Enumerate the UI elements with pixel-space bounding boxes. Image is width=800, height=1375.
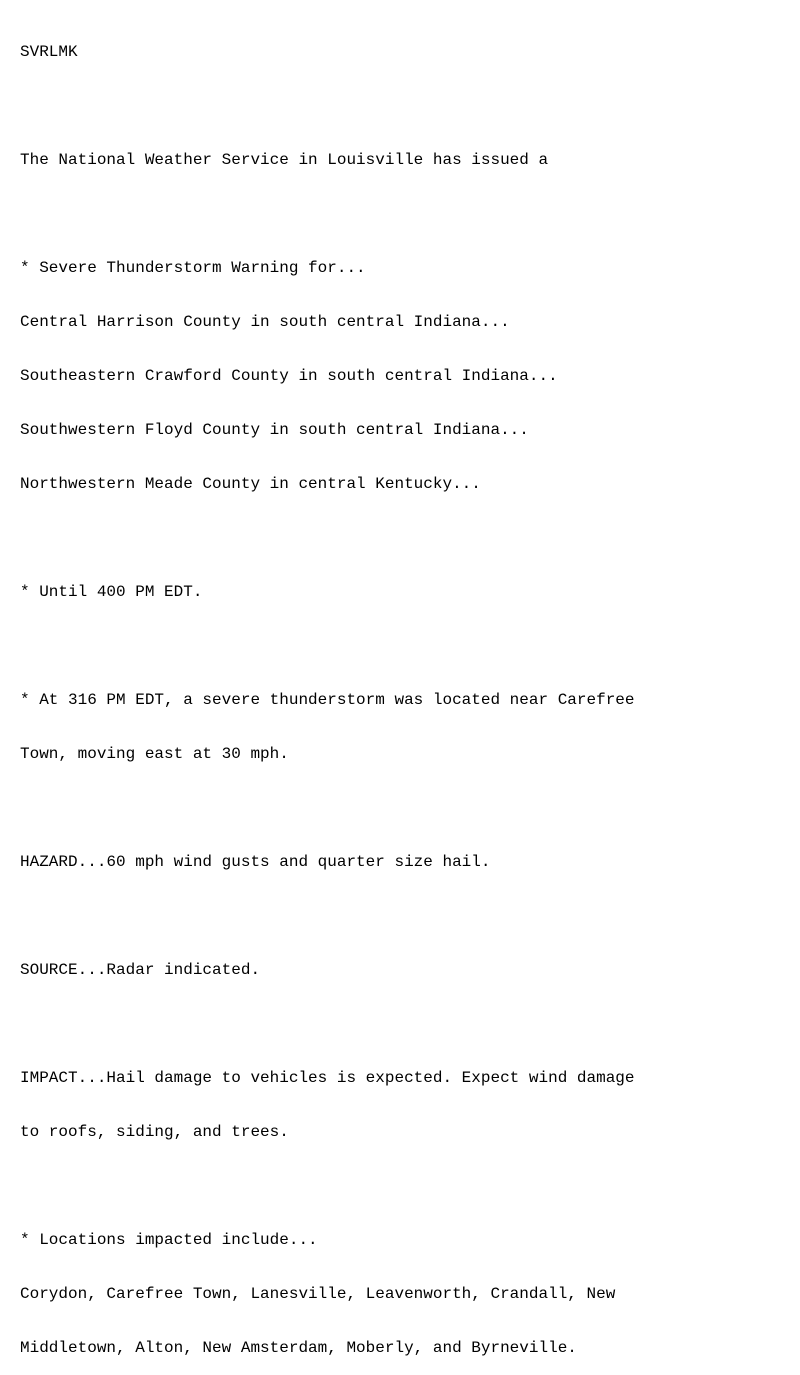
blank-line bbox=[20, 907, 635, 925]
locations-header: * Locations impacted include... bbox=[20, 1231, 318, 1249]
blank-line bbox=[20, 529, 635, 547]
storm-location-line: Town, moving east at 30 mph. bbox=[20, 745, 289, 763]
locations-line: Corydon, Carefree Town, Lanesville, Leavenworth, Crandall, New bbox=[20, 1285, 616, 1303]
blank-line bbox=[20, 799, 635, 817]
area-line: Central Harrison County in south central Indiana... bbox=[20, 313, 510, 331]
product-id: SVRLMK bbox=[20, 43, 78, 61]
blank-line bbox=[20, 97, 635, 115]
hazard-line: HAZARD...60 mph wind gusts and quarter size hail. bbox=[20, 853, 491, 871]
intro-text: The National Weather Service in Louisville has issued a bbox=[20, 151, 549, 169]
blank-line bbox=[20, 637, 635, 655]
area-line: Southwestern Floyd County in south central Indiana... bbox=[20, 421, 529, 439]
storm-location-line: * At 316 PM EDT, a severe thunderstorm was located near Carefree bbox=[20, 691, 635, 709]
impact-line: IMPACT...Hail damage to vehicles is expected. Expect wind damage bbox=[20, 1069, 635, 1087]
locations-line: Middletown, Alton, New Amsterdam, Moberly, and Byrneville. bbox=[20, 1339, 577, 1357]
warning-header: * Severe Thunderstorm Warning for... bbox=[20, 259, 366, 277]
area-line: Southeastern Crawford County in south central Indiana... bbox=[20, 367, 558, 385]
blank-line bbox=[20, 1177, 635, 1195]
area-line: Northwestern Meade County in central Kentucky... bbox=[20, 475, 481, 493]
impact-line: to roofs, siding, and trees. bbox=[20, 1123, 289, 1141]
blank-line bbox=[20, 1015, 635, 1033]
warning-bulletin bbox=[20, 7, 635, 1375]
until-time: * Until 400 PM EDT. bbox=[20, 583, 203, 601]
blank-line bbox=[20, 205, 635, 223]
source-line: SOURCE...Radar indicated. bbox=[20, 961, 261, 979]
